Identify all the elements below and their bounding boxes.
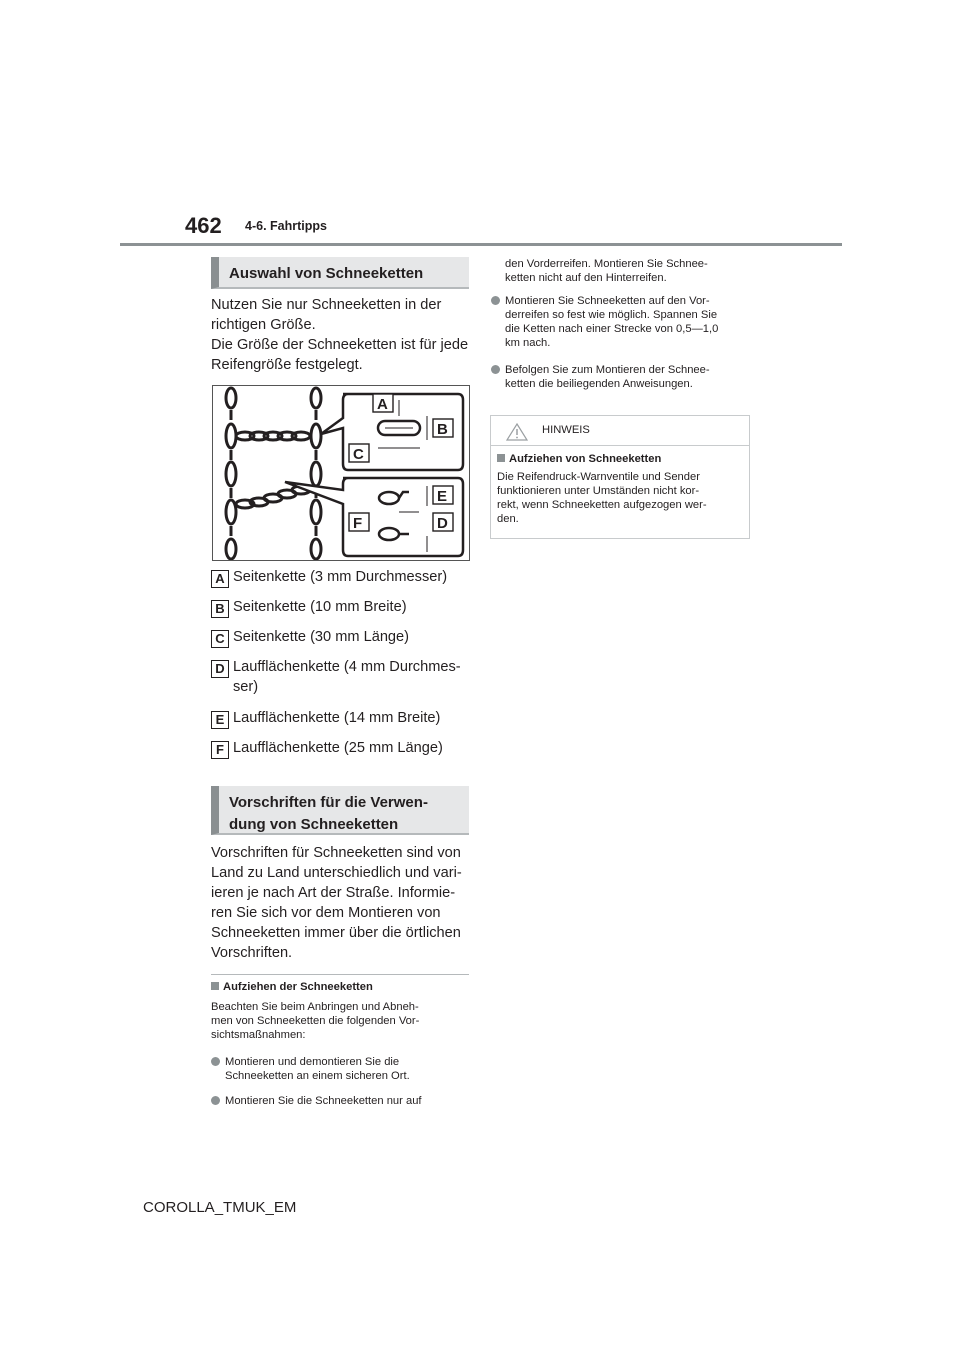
paragraph-line: Vorschriften für Schneeketten sind von xyxy=(211,845,461,861)
bullet-line: die Ketten nach einer Strecke von 0,5—1,0 xyxy=(505,323,719,335)
legend-text: Laufflächenkette (25 mm Länge) xyxy=(233,740,443,756)
notice-box xyxy=(490,415,750,539)
legend-text-line: ser) xyxy=(233,679,259,695)
legend-tag: B xyxy=(211,600,229,618)
paragraph-line: Vorschriften. xyxy=(211,945,293,961)
side-chain-right xyxy=(311,388,321,559)
notice-title xyxy=(497,452,661,466)
legend-item-a xyxy=(211,567,473,588)
footer-code: COROLLA_TMUK_EM xyxy=(143,1199,297,1216)
legend-item-c xyxy=(211,627,473,648)
notice-line: rekt, wenn Schneeketten aufgezogen wer- xyxy=(497,499,707,511)
subsection-heading-text: Aufziehen der Schneeketten xyxy=(223,981,373,993)
notice-line: Die Reifendruck-Warnventile und Sender xyxy=(497,471,700,483)
intro-paragraph xyxy=(211,295,473,375)
figure-label-b: B xyxy=(437,421,448,438)
intro-line: richtigen Größe. xyxy=(211,317,316,333)
snow-chain-figure xyxy=(212,385,470,561)
legend-text-line: Laufflächenkette (4 mm Durchmes- xyxy=(233,659,461,675)
section-heading-line: dung von Schneeketten xyxy=(229,816,399,833)
tread-chain-upper xyxy=(236,432,310,440)
legend-item-b xyxy=(211,597,473,618)
bullet-dot-icon xyxy=(211,1096,220,1105)
bullet-line: ketten nicht auf den Hinterreifen. xyxy=(505,272,667,284)
paragraph-line: Schneeketten immer über die örtlichen xyxy=(211,925,461,941)
notice-header xyxy=(491,416,749,446)
bullet-line: km nach. xyxy=(505,337,551,349)
legend-item-e xyxy=(211,708,473,729)
section-heading-line: Vorschriften für die Verwen- xyxy=(229,794,428,811)
snow-chain-illustration xyxy=(213,386,469,560)
notice-line: den. xyxy=(497,513,519,525)
section-heading-text: Auswahl von Schneeketten xyxy=(229,265,424,282)
intro-line: sichtsmaßnahmen: xyxy=(211,1029,306,1041)
legend-text: Seitenkette (30 mm Länge) xyxy=(233,629,410,645)
side-chain-left xyxy=(226,388,236,559)
legend-tag: D xyxy=(211,660,229,678)
bullet-dot-icon xyxy=(211,1057,220,1066)
notice-body xyxy=(497,470,742,526)
notice-title-text: Aufziehen von Schneeketten xyxy=(509,453,662,465)
intro-line: Die Größe der Schneeketten ist für jede xyxy=(211,337,469,353)
section-heading-chain-selection xyxy=(211,257,469,289)
section-title: 4-6. Fahrtipps xyxy=(245,219,327,233)
bullet-item xyxy=(211,1055,469,1083)
bullet-line: Schneeketten an einem sicheren Ort. xyxy=(225,1070,410,1082)
intro-line: Reifengröße festgelegt. xyxy=(211,357,363,373)
figure-label-e: E xyxy=(437,488,448,505)
legend-tag: C xyxy=(211,630,229,648)
figure-label-f: F xyxy=(353,515,363,532)
subsection-intro xyxy=(211,1000,469,1042)
figure-label-a: A xyxy=(377,396,388,413)
bullet-item xyxy=(211,1094,469,1108)
section-heading-chain-regulations xyxy=(211,786,469,835)
bullet-line: Montieren Sie die Schneeketten nur auf xyxy=(225,1095,422,1107)
paragraph-line: Land zu Land unterschiedlich und vari- xyxy=(211,865,462,881)
square-bullet-icon xyxy=(211,982,219,990)
bullet-dot-icon xyxy=(491,365,500,374)
legend-text xyxy=(233,657,465,697)
bullet-line: Montieren und demontieren Sie die xyxy=(225,1056,400,1068)
intro-line: Nutzen Sie nur Schneeketten in der xyxy=(211,297,442,313)
header-rule xyxy=(120,243,842,246)
legend-text: Laufflächenkette (14 mm Breite) xyxy=(233,710,441,726)
page-number: 462 xyxy=(185,213,222,238)
legend-tag: F xyxy=(211,741,229,759)
bullet-line: derreifen so fest wie möglich. Spannen Sie xyxy=(505,309,718,321)
legend-text: Seitenkette (10 mm Breite) xyxy=(233,599,407,615)
legend-text: Seitenkette (3 mm Durchmesser) xyxy=(233,569,448,585)
notice-label: HINWEIS xyxy=(542,424,590,436)
regulations-paragraph xyxy=(211,843,473,963)
legend-item-d xyxy=(211,657,473,697)
bullet-line: Montieren Sie Schneeketten auf den Vor- xyxy=(505,295,710,307)
bullet-line: ketten die beiliegenden Anweisungen. xyxy=(505,378,693,390)
subsection-rule xyxy=(211,974,469,975)
bullet-line: den Vorderreifen. Montieren Sie Schnee- xyxy=(505,258,708,270)
square-bullet-icon xyxy=(497,454,505,462)
bullet-dot-icon xyxy=(491,296,500,305)
intro-line: Beachten Sie beim Anbringen und Abneh- xyxy=(211,1001,419,1013)
paragraph-line: ieren je nach Art der Straße. Informie- xyxy=(211,885,456,901)
legend-tag: A xyxy=(211,570,229,588)
subsection-heading xyxy=(211,980,373,994)
warning-triangle-icon xyxy=(505,422,529,442)
bullet-continuation xyxy=(491,257,753,285)
bullet-item xyxy=(491,363,749,391)
bullet-item xyxy=(491,294,749,350)
figure-label-d: D xyxy=(437,515,448,532)
figure-label-c: C xyxy=(353,446,364,463)
legend-tag: E xyxy=(211,711,229,729)
intro-line: men von Schneeketten die folgenden Vor- xyxy=(211,1015,420,1027)
tread-chain-lower xyxy=(236,486,310,508)
paragraph-line: ren Sie sich vor dem Montieren von xyxy=(211,905,441,921)
bullet-line: Befolgen Sie zum Montieren der Schnee- xyxy=(505,364,710,376)
legend-item-f xyxy=(211,738,473,759)
notice-line: funktionieren unter Umständen nicht kor- xyxy=(497,485,700,497)
